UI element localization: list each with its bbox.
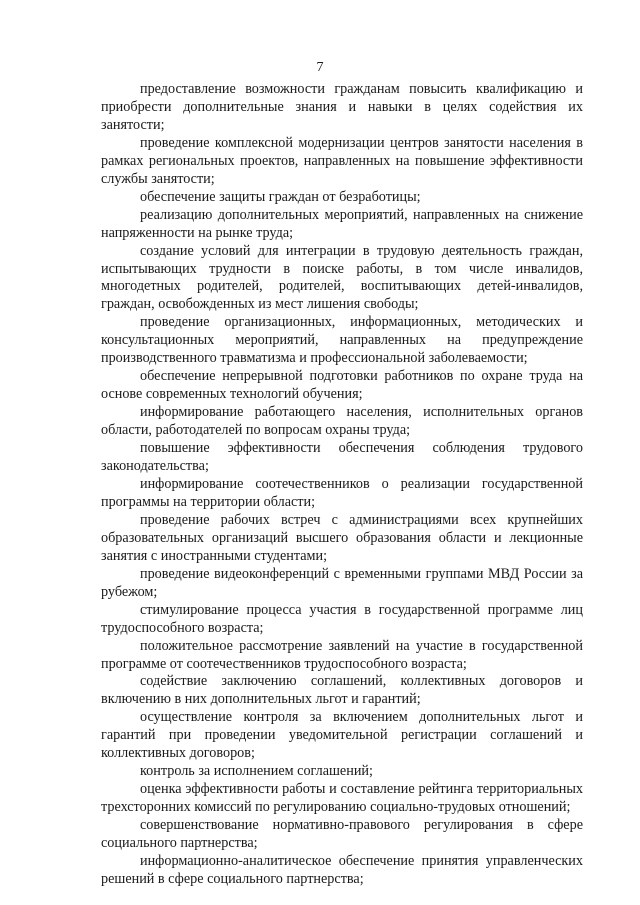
paragraph: положительное рассмотрение заявлений на участие в государственной программе от соотечественников трудоспособного возраста; [101,637,583,672]
paragraph: стимулирование процесса участия в государственной программе лиц трудоспособного возраста; [101,601,583,636]
paragraph: совершенствование нормативно-правового регулирования в сфере социального партнерства; [101,817,583,852]
paragraph: контроль за исполнением соглашений; [140,763,373,780]
paragraph: реализацию дополнительных мероприятий, направленных на снижение напряженности на рынке труда; [101,206,583,241]
page-number: 7 [316,60,324,75]
paragraph: обеспечение защиты граждан от безработицы; [140,188,421,205]
paragraph: проведение комплексной модернизации центров занятости населения в рамках региональных проектов, направленных на повышение эффективности службы занятости; [101,134,583,187]
paragraph: информирование работающего населения, исполнительных органов области, работодателей по вопросам охраны труда; [101,404,583,439]
paragraph: предоставление возможности гражданам повысить квалификацию и приобрести дополнительные знания и навыки в целях содействия их занятости; [101,81,583,133]
paragraph: оценка эффективности работы и составление рейтинга территориальных трехсторонних комиссий по регулированию социально-трудовых отношений; [101,781,583,816]
paragraph: осуществление контроля за включением дополнительных льгот и гарантий при проведении уведомительной регистрации соглашений и коллективных договоров; [101,709,583,762]
paragraph: проведение организационных, информационных, методических и консультационных мероприятий, направленных на предупреждение производственного травматизма и профессиональной заболеваемости; [101,314,583,367]
paragraph: повышение эффективности обеспечения соблюдения трудового законодательства; [101,440,583,475]
paragraph: проведение рабочих встреч с администрациями всех крупнейших образовательных организаций высшего образования области и лекционные занятия с иностранными студентами; [101,511,583,564]
paragraph: информирование соотечественников о реализации государственной программы на территории области; [101,475,583,510]
paragraph: информационно-аналитическое обеспечение принятия управленческих решений в сфере социального партнерства; [101,852,583,887]
paragraph: проведение видеоконференций с временными группами МВД России за рубежом; [101,565,583,600]
paragraph: обеспечение непрерывной подготовки работников по охране труда на основе современных технологий обучения; [101,368,583,403]
document-body [101,81,583,889]
paragraph: создание условий для интеграции в трудовую деятельность граждан, испытывающих трудности в поиске работы, в том числе инвалидов, многодетных родителей, родителей, воспитывающих детей-инвалидов, граждан, освобожденных из мест лишения свободы; [101,242,583,313]
paragraph: содействие заключению соглашений, коллективных договоров и включению в них дополнительных льгот и гарантий; [101,673,583,708]
